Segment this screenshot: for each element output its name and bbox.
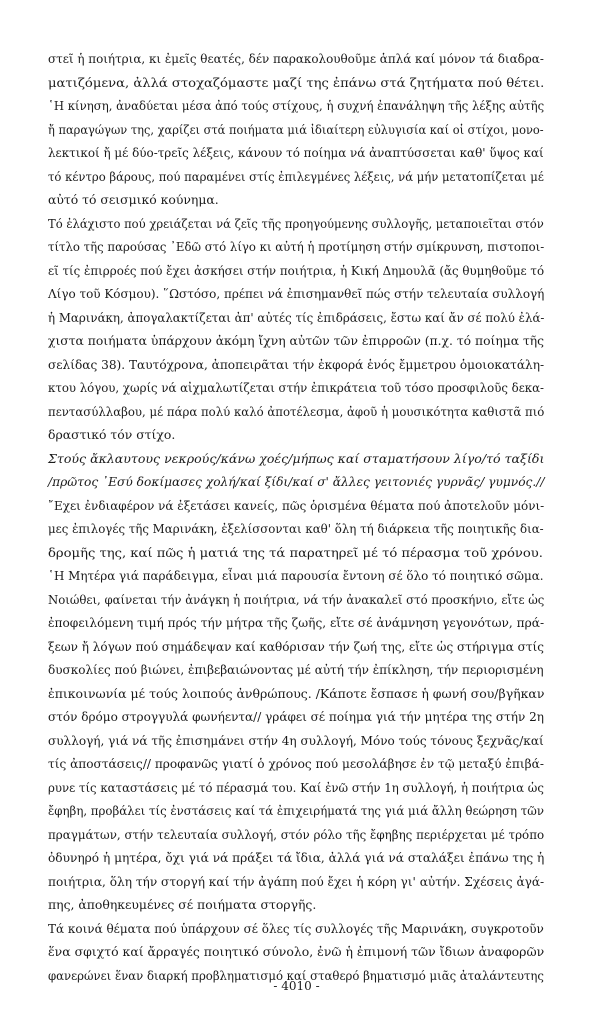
text-line: χιστα ποιήματα ὑπάρχουν ἀκόμη ἴχνη αὐτῶν τῶν ἐπιρροῶν (π.χ. τό ποίημα τῆς	[48, 333, 545, 348]
text-line: ξεων ἤ λόγων πού σημάδεψαν καί καθόρισαν τήν ζωή της, εἴτε ὡς στήριγμα στίς	[48, 638, 544, 654]
text-line: πραγμάτων, στήν τελευταία συλλογή, στόν ρόλο τῆς ἔφηβης περιέρχεται μέ τρόπο	[48, 826, 545, 842]
text-line: στόν δρόμο στρογγυλά φωνήεντα// γράφει σέ ποίημα γιά τήν μητέρα της στήν 2η	[48, 709, 544, 724]
text-line: εῖ τίς ἐπιρροές πού ἔχει ἀσκήσει στήν ποιήτρια, ἡ Κική Δημουλᾶ (ἄς θυμηθοῦμε τό	[48, 262, 545, 278]
text-line: φανερώνει ἕναν διαρκή προβληματισμό καί σταθερό βηματισμό μιᾶς ἀταλάντευτης	[48, 967, 544, 983]
quote-line: Στούς ἄκλαυτους νεκρούς/κάνω χοές/μήπως καί σταματήσουν λίγο/τό ταξίδι	[48, 450, 545, 466]
text-line: ἤ παραγώγων της, χαρίζει στά ποιήματα μιά ἰδιαίτερη εὐλυγισία καί οἱ στίχοι, μονο-	[48, 121, 544, 137]
text-line: ῾Η Μητέρα γιά παράδειγμα, εἶναι μιά παρουσία ἔντονη σέ ὅλο τό ποιητικό σῶμα.	[48, 568, 544, 583]
text-line: ρυνε τίς καταστάσεις μέ τό πέρασμά του. Καί ἐνῶ στήν 1η συλλογή, ἡ ποιήτρια ὡς	[48, 779, 544, 795]
text-line: τίς ἀποστάσεις// προφανῶς γιατί ὁ χρόνος πού μεσολάβησε ἐν τῷ μεταξύ ἐπιβά-	[48, 756, 544, 771]
text-line: κτου λόγου, χωρίς νά αἰχμαλωτίζεται στήν ἐπικράτεια τοῦ τόσο προσφιλοῦς δεκα-	[48, 380, 545, 395]
text-line: αὐτό τό σεισμικό κούνημα.	[48, 192, 219, 207]
text-line: Λίγο τοῦ Κόσμου). ῞Ωστόσο, πρέπει νά ἐπισημανθεῖ πώς στήν τελευταία συλλογή	[48, 286, 545, 301]
text-line: ἐπικοινωνία μέ τούς λοιπούς ἀνθρώπους. /Κάποτε ἔσπασε ἡ φωνή σου/βγῆκαν	[48, 685, 545, 701]
text-line: ἔφηβη, προβάλει τίς ἐνστάσεις καί τά ἐπιχειρήματά της γιά μιά ἄλλη θεώρηση τῶν	[48, 803, 544, 818]
text-line: ἐποφειλόμενη τιμή πρός τήν μήτρα τῆς ζωῆς, εἴτε σέ ἀνάμνηση γεγονότων, πρά-	[48, 615, 545, 630]
quote-line: /πρῶτος ᾿Εσύ δοκίμασες χολή/καί ξίδι/καί σ' ἄλλες γειτονιές γυρνᾶς/ γυμνός.//	[48, 474, 545, 489]
text-line: λεκτικοί ἤ μέ δύο-τρεῖς λέξεις, κάνουν τό ποίημα νά ἀναπτύσσεται καθ' ὕψος καί	[48, 145, 544, 160]
text-line: ἡ Μαρινάκη, ἀπογαλακτίζεται ἀπ' αὐτές τίς ἐπιδράσεις, ἔστω καί ἄν σέ πολύ ἐλά-	[48, 309, 545, 325]
text-line: στεῖ ἡ ποιήτρια, κι ἐμεῖς θεατές, δέν παρακολουθοῦμε ἁπλά καί μόνον τά διαδρα-	[48, 51, 544, 66]
text-line: συλλογή, γιά νά τῆς ἐπισημάνει στήν 4η συλλογή, Μόνο τούς τόνους ξεχνᾶς/καί	[48, 732, 544, 748]
text-line: Τά κοινά θέματα πού ὑπάρχουν σέ ὅλες τίς συλλογές τῆς Μαρινάκη, συγκροτοῦν	[48, 920, 544, 936]
text-line: δραστικό τόν στίχο.	[48, 427, 176, 442]
text-line: ὀδυνηρό ἡ μητέρα, ὄχι γιά νά πράξει τά ἴδια, ἀλλά γιά νά σταλάξει ἐπάνω της ἡ	[48, 850, 545, 865]
text-line: πης, ἀποθηκευμένες σέ ποιήματα στοργῆς.	[48, 897, 317, 912]
text-line: δυσκολίες πού βιώνει, ἐπιβεβαιώνοντας μέ αὐτή τήν ἐπίκληση, τήν περιορισμένη	[48, 662, 544, 677]
text-line: ῎Εχει ἐνδιαφέρον νά ἐξετάσει κανείς, πῶς ὁρισμένα θέματα πού ἀποτελοῦν μόνι-	[48, 497, 545, 513]
text-line: ῾Η κίνηση, ἀναδύεται μέσα ἀπό τούς στίχους, ἡ συχνή ἐπανάληψη τῆς λέξης αὐτῆς	[48, 98, 545, 113]
text-line: τίτλο τῆς παρούσας ᾿Εδῶ στό λίγο κι αὐτή ἡ προτίμηση στήν σμίκρυνση, πιστοποι-	[48, 239, 545, 254]
text-line: πεντασύλλαβου, μέ πάρα πολύ καλό ἀποτέλεσμα, ἀφοῦ ἡ μουσικότητα καθιστᾶ πιό	[48, 403, 545, 419]
page-number: - 4010 -	[273, 979, 320, 993]
text-line: ἕνα σφιχτό καί ἄρραγές ποιητικό σύνολο, ἐνῶ ἡ ἐπιμονή τῶν ἴδιων ἀναφορῶν	[48, 944, 545, 959]
text-line: μες ἐπιλογές τῆς Μαρινάκη, ἐξελίσσονται καθ' ὅλη τή διάρκεια τῆς ποιητικῆς δια-	[48, 521, 544, 536]
text-line: ποιήτρια, ὅλη τήν στοργή καί τήν ἀγάπη πού ἔχει ἡ κόρη γι' αὐτήν. Σχέσεις ἀγά-	[48, 873, 545, 889]
text-line: σελίδας 38). Ταυτόχρονα, ἀποπειρᾶται τήν ἐκφορά ἑνός ἔμμετρου ὁμοιοκατάλη-	[48, 356, 545, 372]
text-line: Νοιώθει, φαίνεται τήν ἀνάγκη ἡ ποιήτρια, νά τήν ἀνακαλεῖ στό προσκήνιο, εἴτε ὡς	[48, 591, 545, 607]
text-line: ματιζόμενα, ἀλλά στοχαζόμαστε μαζί της ἐπάνω στά ζητήματα πού θέτει.	[48, 74, 545, 90]
text-line: τό κέντρο βάρους, πού παραμένει στίς ἐπιλεγμένες λέξεις, νά μήν μετατοπίζεται μέ	[48, 168, 544, 184]
text-line: δρομῆς της, καί πῶς ἡ ματιά της τά παρατηρεῖ μέ τό πέρασμα τοῦ χρόνου.	[48, 544, 543, 560]
text-line: Τό ἐλάχιστο πού χρειάζεται νά ζεῖς τῆς προηγούμενης συλλογῆς, μεταποιεῖται στόν	[48, 215, 544, 231]
